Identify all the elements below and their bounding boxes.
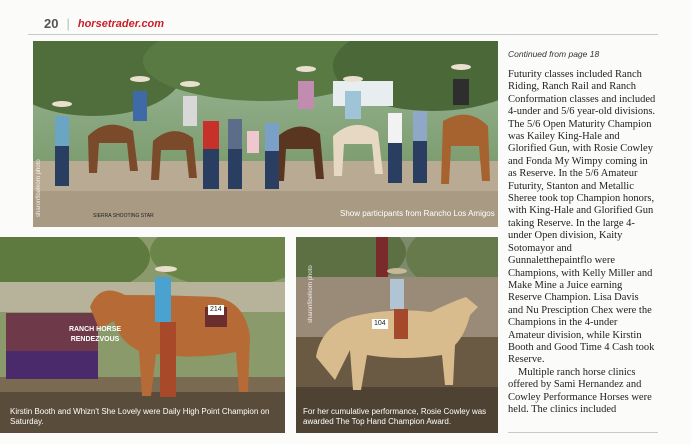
number-tag: 214 [210,306,222,313]
photo-caption: For her cumulative performance, Rosie Cowley was awarded The Top Hand Champion Award. [303,407,487,426]
group-photo-image [33,41,498,227]
site-name: horsetrader.com [77,17,165,30]
header-separator: | [66,16,70,31]
cowley-photo [296,237,498,433]
photo-credit: sharonfibelkorn photo [308,265,314,323]
inset-label: SIERRA SHOOTING STAR [93,213,154,219]
photo-caption: Kirstin Booth and Whizn't She Lovely were Daily High Point Champion on Saturday. [10,407,270,426]
photo-caption: Show participants from Rancho Los Amigos [340,209,495,218]
booth-photo-image [0,237,285,433]
page-header [44,16,164,31]
photo-credit: sharonfibelkorn photo [36,159,42,217]
group-photo [33,41,498,227]
banner-text: RANCH HORSE RENDEZVOUS [68,326,122,343]
article-paragraph: Futurity classes included Ranch Riding, Ranch Rail and Ranch Conformation classes and included 4-under and 5/6 year-old divisions. The 5/6 Open Maturity Champion was Kailey King-Hale and Glorified Gun, with Rosie Cowley and Fonda My Wimpy coming in as Reserve. In the 5/6 Amateur Futurity, Stanton and Metallic Sheree took top Champion honors, with King-Hale and Glorified Gun taking Reserve. In the large 4-under Open division, Kaity Sotomayor and Gunnaletthepaintflo were Champions, with Kelly Miller and Make Mine a Juice earning Reserve Champion. Lisa Davis and Nu Presciption Chex were the Champions in the 4-under Amateur division, while Kirstin Booth and Good Time 4 Cash took Reserve. [508,69,656,366]
footer-rule [508,432,658,433]
continued-note: Continued from page 18 [508,49,600,59]
header-rule [28,34,658,35]
booth-photo [0,237,285,433]
article-body [508,69,656,416]
number-tag: 104 [374,320,386,327]
article-paragraph: Multiple ranch horse clinics offered by Sami Hernandez and Cowley Performance Horses were held. The clinics included [508,366,652,415]
page-number: 20 [44,16,59,31]
cowley-photo-image [296,237,498,433]
